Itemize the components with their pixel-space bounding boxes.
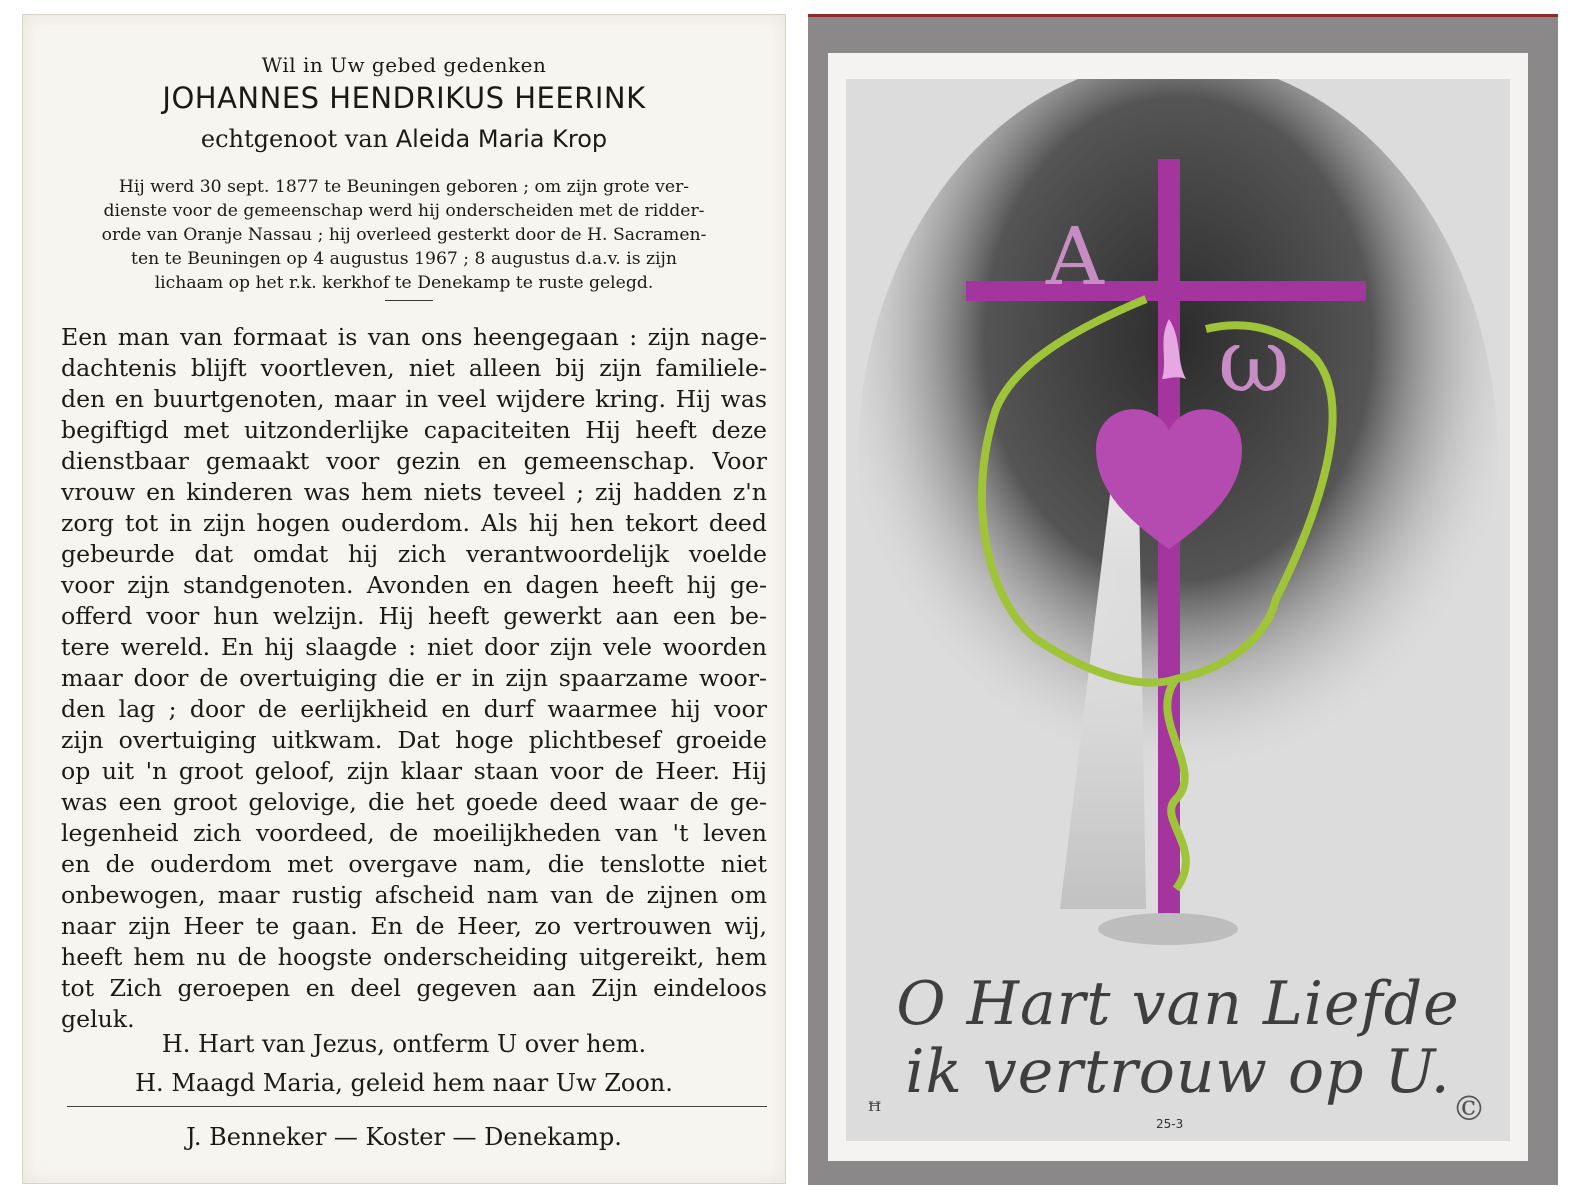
eulogy-line: den en buurtgenoten, maar in veel wijdere kring. Hij was <box>61 385 767 413</box>
spouse-line <box>23 125 785 153</box>
printer-credit: J. Benneker — Koster — Denekamp. <box>186 1123 622 1151</box>
eulogy-line: legenheid zich voordeed, de moeilijkheden van 't leven <box>61 819 767 847</box>
spouse-prefix: echtgenoot van <box>200 125 389 153</box>
deceased-name: JOHANNES HENDRIKUS HEERINK <box>162 81 646 115</box>
eulogy-text <box>61 322 767 1035</box>
motto-line-1: O Hart van Liefde <box>896 969 1460 1039</box>
publisher-monogram-icon: ꟸ <box>868 1097 882 1125</box>
eulogy-line: offerd voor hun welzijn. Hij heeft gewerkt aan een be- <box>61 602 767 630</box>
footer-divider <box>67 1106 767 1107</box>
eulogy-line: op uit 'n groot geloof, zijn klaar staan voor de Heer. Hij <box>61 757 767 785</box>
biography <box>59 175 749 295</box>
eulogy-line: dachtenis blijft voortleven, niet alleen bij zijn familiele- <box>61 354 767 382</box>
spouse-name: Aleida Maria Krop <box>395 125 608 153</box>
eulogy-line: heeft hem nu de hoogste onderscheiding uitgereikt, hem <box>61 943 767 971</box>
eulogy-line: gebeurde dat omdat hij zich verantwoordelijk voelde <box>61 540 767 568</box>
prayer-sacred-heart: H. Hart van Jezus, ontferm U over hem. <box>161 1030 647 1058</box>
eulogy-line: geluk. <box>61 1005 135 1033</box>
eulogy-line: was een groot gelovige, die het goede deed waar de ge- <box>61 788 767 816</box>
bio-line: lichaam op het r.k. kerkhof te Denekamp te ruste gelegd. <box>154 273 654 293</box>
bio-line: orde van Oranje Nassau ; hij overleed gesterkt door de H. Sacramen- <box>101 225 707 245</box>
eulogy-line: Een man van formaat is van ons heengegaan : zijn nage- <box>61 323 767 351</box>
eulogy-line: begiftigd met uitzonderlijke capaciteiten Hij heeft deze <box>61 416 767 444</box>
intro-line: Wil in Uw gebed gedenken <box>261 53 547 77</box>
motto-line-2: ik vertrouw op U. <box>905 1037 1451 1107</box>
eulogy-line: maar door de overtuiging die er in zijn spaarzame woor- <box>61 664 767 692</box>
eulogy-line: tere wereld. En hij slaagde : niet door zijn vele woorden <box>61 633 767 661</box>
ground-mound <box>1098 913 1238 945</box>
eulogy-line: onbewogen, maar rustig afscheid nam van de zijnen om <box>61 881 767 909</box>
eulogy-line: tot Zich geroepen en deel gegeven aan Zijn eindeloos <box>61 974 767 1002</box>
alpha-letter: A <box>1046 210 1104 303</box>
devotional-picture-card <box>808 14 1558 1185</box>
picture-frame <box>828 53 1528 1161</box>
short-divider <box>385 300 433 301</box>
eulogy-line: voor zijn standgenoten. Avonden en dagen heeft hij ge- <box>61 571 767 599</box>
card-code: 25-3 <box>1156 1117 1184 1131</box>
memorial-text-card <box>22 14 786 1184</box>
eulogy-line: naar zijn Heer te gaan. En de Heer, zo vertrouwen wij, <box>61 912 767 940</box>
eulogy-line: en de ouderdom met overgave nam, die tenslotte niet <box>61 850 767 878</box>
heart-cross-base <box>1160 379 1178 409</box>
omega-letter: ω <box>1218 309 1290 412</box>
bio-line: ten te Beuningen op 4 augustus 1967 ; 8 augustus d.a.v. is zijn <box>131 249 677 269</box>
eulogy-line: zijn overtuiging uitkwam. Dat hoge plichtbesef groeide <box>61 726 767 754</box>
copyright-mark-icon: © <box>1452 1089 1486 1129</box>
eulogy-line: den lag ; door de eerlijkheid en durf waarmee hij voor <box>61 695 767 723</box>
bio-line: dienste voor de gemeenschap werd hij onderscheiden met de ridder- <box>103 201 705 221</box>
eulogy-line: zorg tot in zijn hogen ouderdom. Als hij hen tekort deed <box>61 509 767 537</box>
eulogy-line: vrouw en kinderen was hem niets teveel ; zij hadden z'n <box>61 478 767 506</box>
prayer-virgin-mary: H. Maagd Maria, geleid hem naar Uw Zoon. <box>135 1069 673 1097</box>
cross-horizontal <box>966 281 1366 301</box>
bio-line: Hij werd 30 sept. 1877 te Beuningen geboren ; om zijn grote ver- <box>118 177 690 197</box>
sacred-heart-illustration <box>846 79 1510 1141</box>
eulogy-line: dienstbaar gemaakt voor gezin en gemeenschap. Voor <box>61 447 767 475</box>
